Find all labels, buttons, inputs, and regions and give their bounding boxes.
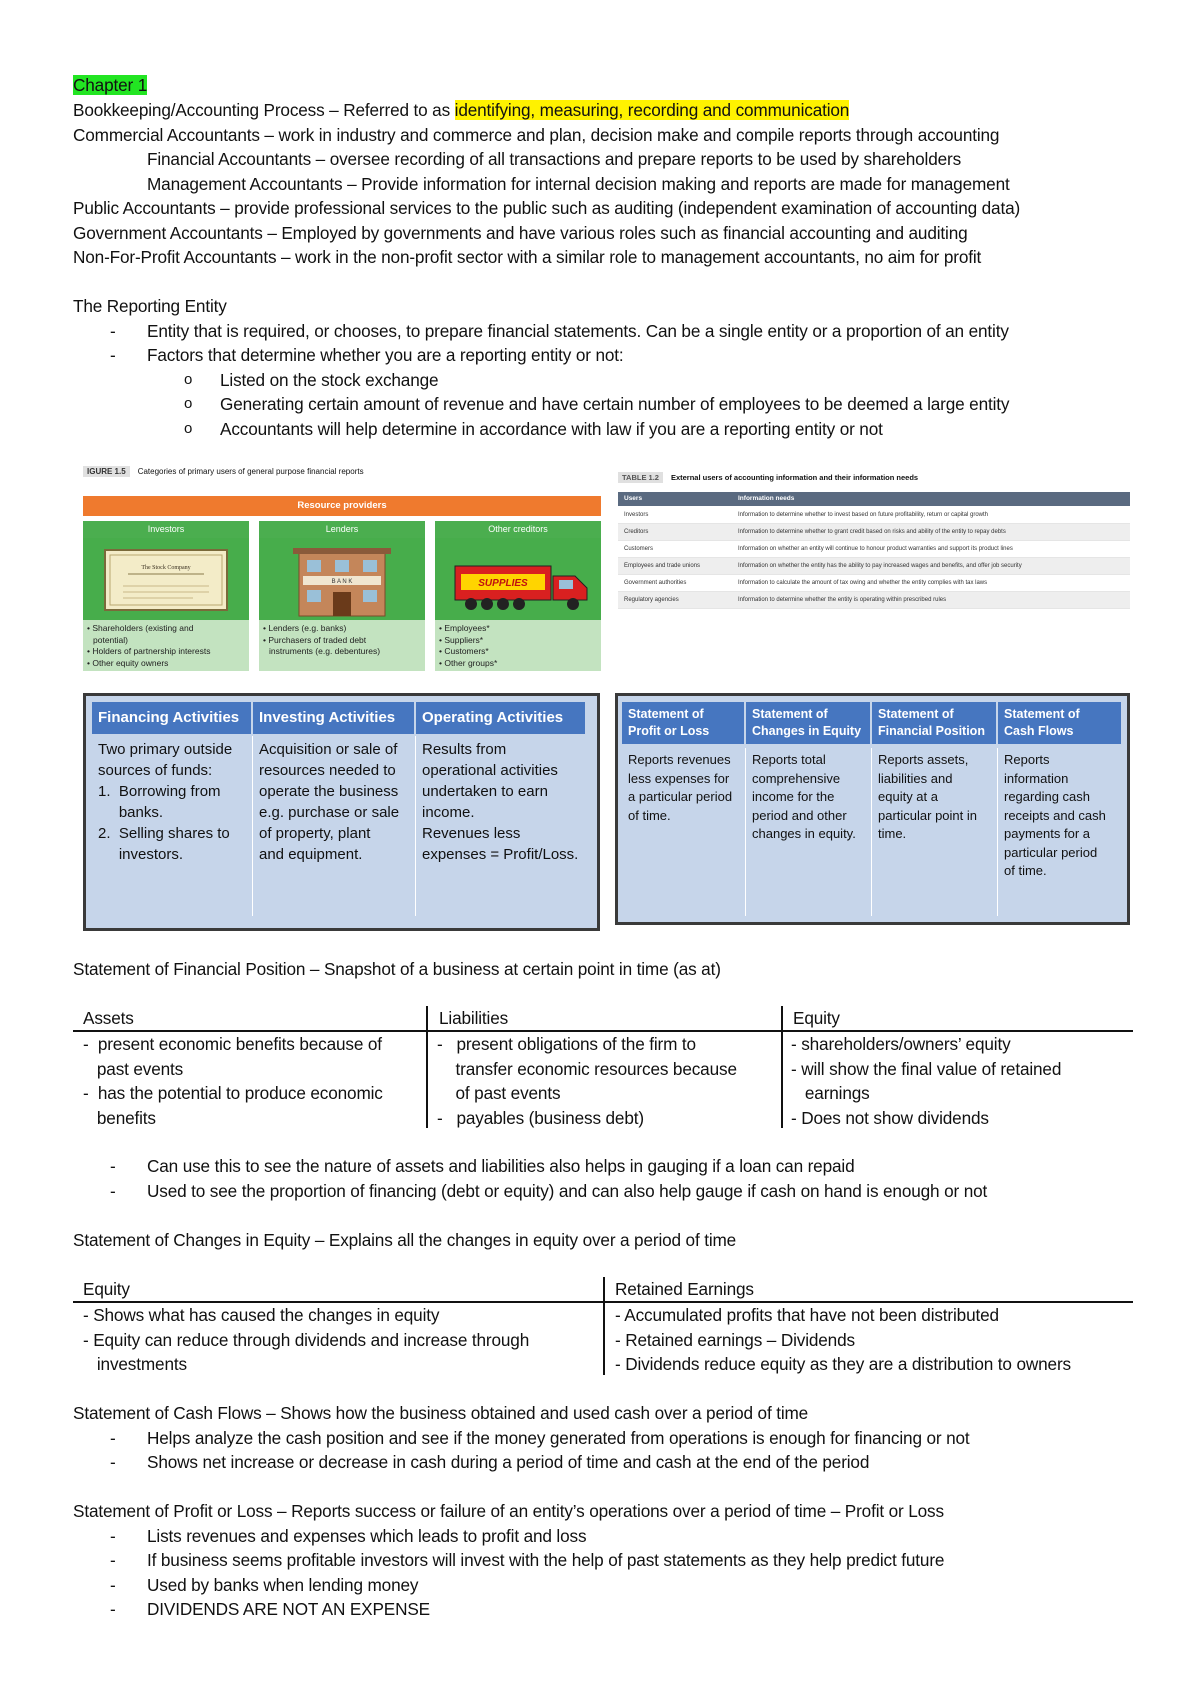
sopl-heading: Statement of Profit or Loss – Reports success or failure of an entity’s operations over a period of time – Profit or Loss — [73, 1501, 944, 1521]
sofp-table — [73, 1006, 1133, 1128]
table-row: Government authorities Information to calculate the amount of tax owing and whether the entity complies with tax laws — [618, 575, 1130, 592]
circle-bullet-icon: o — [184, 419, 193, 437]
reporting-entity-sub-bullet: Accountants will help determine in accordance with law if you are a reporting entity or not — [220, 418, 883, 439]
supplies-truck-icon — [435, 538, 601, 620]
sofp-bullet: Can use this to see the nature of assets and liabilities also helps in gauging if a loan can repaid — [147, 1156, 855, 1176]
bank-sign-text: B A N K — [331, 579, 353, 585]
column-title: Lenders — [259, 521, 425, 538]
investing-body: Acquisition or sale of resources needed to operate the business e.g. purchase or sale of property, plant and equipment. — [259, 741, 400, 863]
soce-heading: Statement of Changes in Equity – Explains all the changes in equity over a period of time — [73, 1230, 737, 1250]
resource-providers-banner: Resource providers — [83, 496, 601, 516]
figure-column-other-creditors — [435, 521, 601, 671]
assets-cell: - present economic benefits because of past events - has the potential to produce economic benefits — [83, 1034, 383, 1128]
operating-header: Operating Activities — [416, 702, 585, 734]
bullet-dash: - — [110, 320, 116, 341]
circle-bullet-icon: o — [184, 370, 193, 388]
retained-earnings-cell: - Accumulated profits that have not been distributed - Retained earnings – Dividends - Dividends reduce equity as they are a distribution to owners — [615, 1305, 1071, 1374]
column-title: Other creditors — [435, 521, 601, 538]
liabilities-header: Liabilities — [439, 1008, 509, 1028]
reporting-entity-heading: The Reporting Entity — [73, 296, 227, 316]
figure-column-investors — [83, 521, 249, 671]
intro-line-management: Management Accountants – Provide information for internal decision making and reports are made for management — [147, 173, 1010, 194]
table-row: Employees and trade unions Information on whether the entity has the ability to pay increased wages and benefits, and offer job security — [618, 558, 1130, 575]
truck-illustration — [435, 538, 601, 620]
sofp-bullet: Used to see the proportion of financing (debt or equity) and can also help gauge if cash on hand is enough or not — [147, 1180, 988, 1201]
equity-header: Equity — [793, 1008, 840, 1028]
table-header-row: Users Information needs — [618, 492, 1130, 506]
sopl-bullet: Used by banks when lending money — [147, 1574, 419, 1595]
statement-financial-position-body: Reports assets, liabilities and equity at a particular point in time. — [878, 752, 977, 841]
table-row: Investors Information to determine whether to invest based on future profitability, return or capital growth — [618, 507, 1130, 524]
statement-profit-loss-body: Reports revenues less expenses for a particular period of time. — [628, 752, 733, 823]
financing-body: Two primary outside sources of funds: 1. Borrowing from banks. 2. Selling shares to investors. — [98, 741, 233, 863]
soce-equity-header: Equity — [83, 1279, 130, 1299]
investors-list: • Shareholders (existing and potential) • Holders of partnership interests • Other equity owners — [87, 623, 211, 668]
bullet-dash: - — [110, 1452, 116, 1472]
bullet-dash: - — [110, 1550, 116, 1570]
intro-line-bookkeeping: Bookkeeping/Accounting Process – Referred to as identifying, measuring, recording and communication — [73, 100, 850, 120]
bullet-dash: - — [110, 1525, 116, 1546]
bullet-dash: - — [110, 1427, 116, 1448]
statement-cash-flows-header: Statement of Cash Flows — [998, 702, 1121, 744]
bank-illustration — [259, 538, 425, 620]
equity-cell: - shareholders/owners’ equity - will show the final value of retained earnings - Does not show dividends — [791, 1034, 1062, 1128]
financing-header: Financing Activities — [92, 702, 251, 734]
socf-bullet: Shows net increase or decrease in cash during a period of time and cash at the end of the period — [147, 1452, 870, 1472]
statement-cash-flows-body: Reports information regarding cash receipts and cash payments for a particular period of time. — [1004, 752, 1106, 878]
socf-bullet: Helps analyze the cash position and see if the money generated from operations is enough for financing or not — [147, 1427, 970, 1448]
bullet-dash: - — [110, 1180, 116, 1201]
liabilities-cell: - present obligations of the firm to transfer economic resources because of past events - payables (business debt) — [437, 1034, 737, 1128]
table-row: Customers Information on whether an entity will continue to honour product warranties and support its product lines — [618, 541, 1130, 558]
bank-icon — [259, 538, 425, 620]
figure-column-lenders — [259, 521, 425, 671]
table-external-users — [618, 472, 1130, 622]
bullet-dash: - — [110, 345, 116, 365]
column-title: Investors — [83, 521, 249, 538]
circle-bullet-icon: o — [184, 395, 193, 412]
table-row: Creditors Information to determine whether to grant credit based on risks and ability of the entity to repay debts — [618, 524, 1130, 541]
retained-earnings-header: Retained Earnings — [615, 1279, 754, 1299]
figure-caption: IGURE 1.5 Categories of primary users of general purpose financial reports — [83, 466, 364, 478]
stock-certificate-illustration — [83, 538, 249, 620]
statement-changes-equity-header: Statement of Changes in Equity — [746, 702, 870, 744]
figure-primary-users — [83, 466, 603, 671]
intro-line-government: Government Accountants – Employed by governments and have various roles such as financial accounting and auditing — [73, 222, 968, 243]
table-row: Regulatory agencies Information to determine whether the entity is operating within prescribed rules — [618, 592, 1130, 609]
other-creditors-list: • Employees* • Suppliers* • Customers* • Other groups* — [439, 623, 498, 668]
truck-sign-text: SUPPLIES — [478, 578, 528, 589]
certificate-icon — [83, 538, 249, 620]
sopl-bullet: DIVIDENDS ARE NOT AN EXPENSE — [147, 1599, 430, 1619]
soce-table — [73, 1277, 1133, 1375]
intro-line-commercial: Commercial Accountants – work in industry and commerce and plan, decision make and compile reports through accounting — [73, 124, 1000, 145]
investing-header: Investing Activities — [253, 702, 414, 734]
socf-heading: Statement of Cash Flows – Shows how the business obtained and used cash over a period of time — [73, 1403, 809, 1423]
bullet-dash: - — [110, 1156, 116, 1176]
assets-header: Assets — [83, 1008, 134, 1028]
table-caption: TABLE 1.2 External users of accounting information and their information needs — [618, 472, 918, 484]
statement-financial-position-header: Statement of Financial Position — [872, 702, 996, 744]
bullet-dash: - — [110, 1599, 116, 1619]
reporting-entity-bullet: Factors that determine whether you are a reporting entity or not: — [147, 345, 624, 365]
activities-table — [83, 693, 600, 931]
bullet-dash: - — [110, 1574, 116, 1595]
reporting-entity-sub-bullet: Listed on the stock exchange — [220, 369, 439, 390]
chapter-title: Chapter 1 — [73, 75, 148, 95]
statement-changes-equity-body: Reports total comprehensive income for the period and other changes in equity. — [752, 752, 856, 841]
reporting-entity-sub-bullet: Generating certain amount of revenue and have certain number of employees to be deemed a large entity — [220, 394, 1010, 414]
reporting-entity-bullet: Entity that is required, or chooses, to prepare financial statements. Can be a single entity or a proportion of an entity — [147, 320, 1009, 341]
soce-equity-cell: - Shows what has caused the changes in equity - Equity can reduce through dividends and increase through investments — [83, 1305, 530, 1374]
intro-line-financial: Financial Accountants – oversee recording of all transactions and prepare reports to be used by shareholders — [147, 149, 962, 169]
intro-line-nfp: Non-For-Profit Accountants – work in the non-profit sector with a similar role to management accountants, no aim for profit — [73, 247, 982, 267]
statements-table — [615, 693, 1130, 925]
certificate-text: The Stock Company — [141, 565, 191, 571]
lenders-list: • Lenders (e.g. banks) • Purchasers of traded debt instruments (e.g. debentures) — [263, 623, 381, 656]
statement-profit-loss-header: Statement of Profit or Loss — [622, 702, 744, 744]
sofp-heading: Statement of Financial Position – Snapshot of a business at certain point in time (as at) — [73, 959, 721, 979]
sopl-bullet: Lists revenues and expenses which leads to profit and loss — [147, 1525, 587, 1546]
sopl-bullet: If business seems profitable investors will invest with the help of past statements as they help predict future — [147, 1550, 945, 1570]
intro-line-public: Public Accountants – provide professional services to the public such as auditing (independent examination of accounting data) — [73, 198, 1021, 218]
operating-body: Results from operational activities undertaken to earn income. Revenues less expenses = Profit/Loss. — [422, 741, 579, 863]
